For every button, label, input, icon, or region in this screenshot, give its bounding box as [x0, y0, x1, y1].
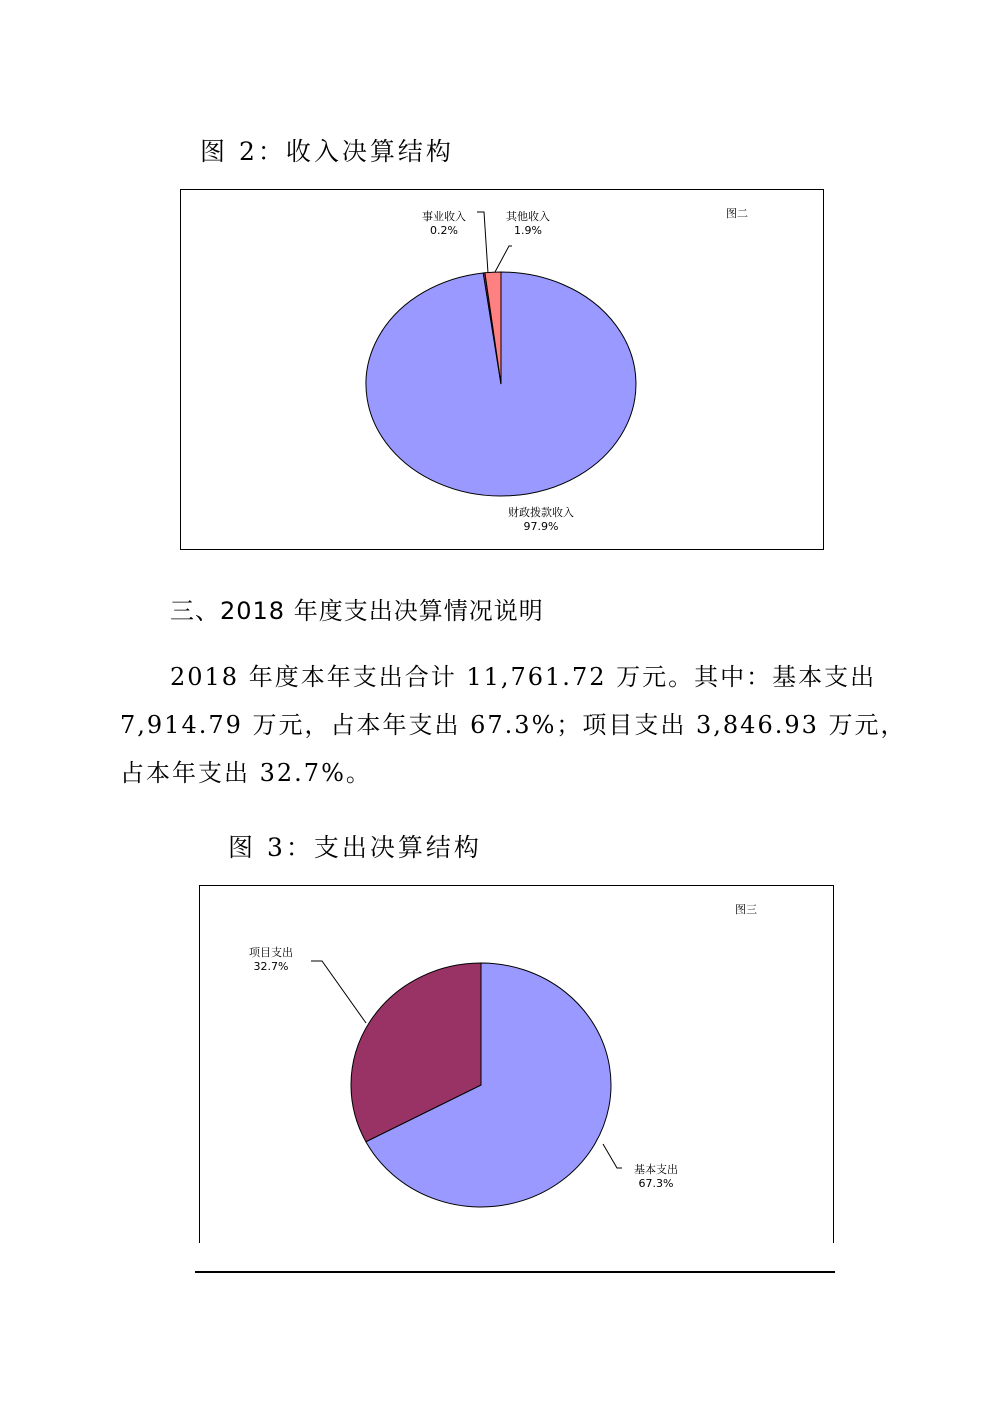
figure2-label-service-name: 事业收入: [422, 210, 466, 223]
figure3-pie: [351, 963, 611, 1207]
figure2-label-fiscal: [508, 505, 574, 533]
section3-paragraph: [120, 653, 907, 797]
figure2-label-fiscal-pct: 97.9%: [523, 520, 559, 533]
figure3-label-project: [249, 945, 293, 973]
figure2-pie-svg: [181, 190, 823, 549]
figure3-leader-basic: [603, 1144, 622, 1168]
page-divider: [195, 1271, 835, 1273]
figure3-label-basic: [634, 1162, 678, 1190]
figure3-chart: [199, 885, 834, 1243]
figure2-pie: [366, 272, 636, 496]
figure2-label-fiscal-name: 财政拨款收入: [508, 506, 574, 519]
figure2-chart: [180, 189, 824, 550]
figure3-caption: 图 3：支出决算结构: [228, 833, 482, 862]
section3-heading: 三、2018 年度支出决算情况说明: [170, 597, 544, 625]
paragraph-line-2: 7,914.79 万元，占本年支出 67.3%；项目支出 3,846.93 万元，: [120, 711, 907, 739]
figure3-pie-svg: [200, 886, 833, 1243]
figure2-label-other: [506, 209, 550, 237]
figure3-label-basic-pct: 67.3%: [638, 1177, 674, 1190]
figure2-chart-title: 图二: [726, 207, 748, 220]
figure3-label-basic-name: 基本支出: [634, 1163, 678, 1176]
figure2-leader-other: [495, 246, 512, 272]
figure2-label-service-pct: 0.2%: [430, 224, 458, 237]
figure3-label-project-pct: 32.7%: [253, 960, 289, 973]
figure2-caption: 图 2：收入决算结构: [200, 137, 454, 166]
paragraph-line-3: 占本年支出 32.7%。: [120, 759, 372, 787]
figure2-leader-service: [477, 212, 488, 273]
figure2-label-other-name: 其他收入: [506, 210, 550, 223]
figure2-label-other-pct: 1.9%: [514, 224, 542, 237]
figure3-label-project-name: 项目支出: [249, 946, 293, 959]
figure3-leader-project: [311, 961, 366, 1023]
paragraph-line-1: 2018 年度本年支出合计 11,761.72 万元。其中：基本支出: [170, 663, 877, 691]
figure2-label-service: [422, 209, 466, 237]
figure3-chart-title: 图三: [735, 903, 757, 916]
